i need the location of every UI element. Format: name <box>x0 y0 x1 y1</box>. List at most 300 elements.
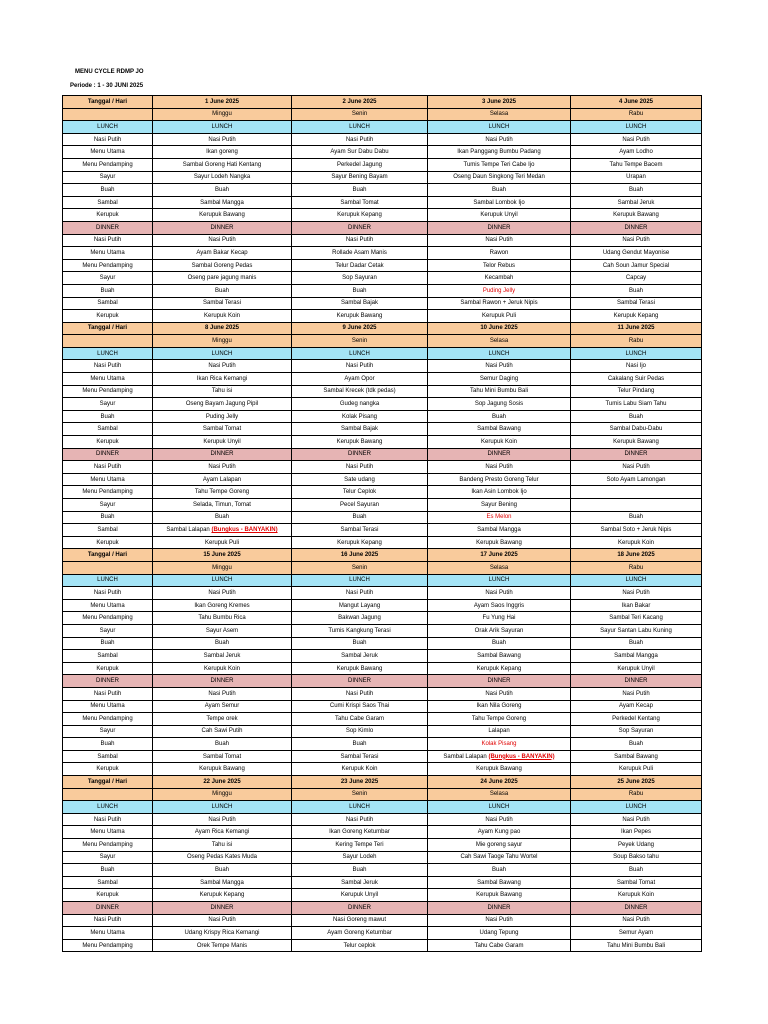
menu-cell: Tahu Cabe Garam <box>292 713 428 726</box>
day-cell: Rabu <box>571 108 702 121</box>
date-cell: 16 June 2025 <box>292 549 428 562</box>
menu-cell: Kerupuk Bawang <box>292 310 428 323</box>
lunch-header-row <box>63 574 702 587</box>
menu-row <box>63 310 702 323</box>
day-row <box>63 108 702 121</box>
day-cell: Minggu <box>153 108 292 121</box>
menu-cell: Es Melon <box>428 511 571 524</box>
date-cell: 10 June 2025 <box>428 322 571 335</box>
menu-cell: Nasi Putih <box>571 461 702 474</box>
menu-cell: Bandeng Presto Goreng Telur <box>428 473 571 486</box>
meal-label-dinner: DINNER <box>63 675 153 688</box>
menu-cell: Nasi Putih <box>292 587 428 600</box>
row-label: Menu Utama <box>63 473 153 486</box>
row-label: Menu Pendamping <box>63 486 153 499</box>
menu-cell: Kerupuk Bawang <box>153 763 292 776</box>
menu-cell: Nasi Putih <box>153 687 292 700</box>
menu-cell: Fu Yung Hai <box>428 612 571 625</box>
row-label: Buah <box>63 511 153 524</box>
menu-row <box>63 536 702 549</box>
menu-cell: Nasi Putih <box>428 813 571 826</box>
menu-cell: Orek Tempe Manis <box>153 939 292 952</box>
row-label: Buah <box>63 637 153 650</box>
menu-cell: Nasi Putih <box>292 687 428 700</box>
meal-header-cell: DINNER <box>428 221 571 234</box>
menu-cell: Cah Soun Jamur Special <box>571 259 702 272</box>
menu-cell: Kerupuk Bawang <box>428 536 571 549</box>
row-label: Menu Utama <box>63 927 153 940</box>
menu-row <box>63 939 702 952</box>
meal-header-cell: DINNER <box>571 675 702 688</box>
menu-cell: Buah <box>153 738 292 751</box>
day-row <box>63 335 702 348</box>
date-row <box>63 96 702 109</box>
menu-cell: Buah <box>153 637 292 650</box>
date-cell: 2 June 2025 <box>292 96 428 109</box>
period-label: Periode : 1 - 30 JUNI 2025 <box>70 83 144 89</box>
menu-row <box>63 158 702 171</box>
menu-cell: Buah <box>571 511 702 524</box>
menu-cell: Ayam Lodho <box>571 146 702 159</box>
menu-cell: Nasi Putih <box>292 360 428 373</box>
menu-cell: Sop Jagung Sosis <box>428 398 571 411</box>
menu-cell: Kolak Pisang <box>428 738 571 751</box>
menu-row <box>63 738 702 751</box>
menu-cell: Ikan Panggang Bumbu Padang <box>428 146 571 159</box>
meal-header-cell: LUNCH <box>571 574 702 587</box>
menu-row <box>63 624 702 637</box>
row-label: Sambal <box>63 650 153 663</box>
menu-row <box>63 687 702 700</box>
row-label: Menu Pendamping <box>63 158 153 171</box>
menu-row <box>63 813 702 826</box>
menu-cell: Buah <box>153 511 292 524</box>
menu-cell: Semur Daging <box>428 373 571 386</box>
day-row <box>63 788 702 801</box>
day-cell: Selasa <box>428 108 571 121</box>
menu-cell: Sambal Goreng Hati Kentang <box>153 158 292 171</box>
day-cell: Rabu <box>571 335 702 348</box>
menu-cell: Udang Gendut Mayonise <box>571 247 702 260</box>
row-label: Sambal <box>63 196 153 209</box>
bungkus-note: (Bungkus - BANYAKIN) <box>488 753 555 760</box>
row-label: Buah <box>63 864 153 877</box>
meal-header-cell: LUNCH <box>571 121 702 134</box>
menu-cell: Kerupuk Unyil <box>571 662 702 675</box>
menu-cell: Telur Ceplok <box>292 486 428 499</box>
menu-cell: Cah Sawi Putih <box>153 725 292 738</box>
menu-cell: Sambal Krecek (tdk pedas) <box>292 385 428 398</box>
menu-cell: Sambal Bawang <box>428 650 571 663</box>
menu-cell: Buah <box>571 738 702 751</box>
day-cell: Rabu <box>571 788 702 801</box>
menu-cell: Nasi Putih <box>428 461 571 474</box>
menu-cell: Sambal Jeruk <box>153 650 292 663</box>
row-label: Menu Utama <box>63 599 153 612</box>
row-label: Kerupuk <box>63 763 153 776</box>
menu-cell: Soup Bakso tahu <box>571 851 702 864</box>
menu-row <box>63 473 702 486</box>
menu-cell: Sambal Lombok Ijo <box>428 196 571 209</box>
row-label: Buah <box>63 284 153 297</box>
menu-cell: Sambal Terasi <box>153 297 292 310</box>
menu-cell: Sambal Soto + Jeruk Nipis <box>571 524 702 537</box>
meal-header-cell: LUNCH <box>153 347 292 360</box>
menu-table <box>62 95 702 952</box>
menu-cell: Kerupuk Kepang <box>571 310 702 323</box>
menu-cell: Oseng pare jagung manis <box>153 272 292 285</box>
menu-cell: Sop Kimlo <box>292 725 428 738</box>
row-label: Menu Pendamping <box>63 939 153 952</box>
menu-row <box>63 499 702 512</box>
menu-cell: Buah <box>153 864 292 877</box>
menu-cell: Ayam Sur Dabu Dabu <box>292 146 428 159</box>
row-label: Kerupuk <box>63 436 153 449</box>
menu-cell: Capcay <box>571 272 702 285</box>
row-label: Sayur <box>63 171 153 184</box>
menu-row <box>63 650 702 663</box>
menu-cell: Kering Tempe Teri <box>292 839 428 852</box>
dinner-header-row <box>63 902 702 915</box>
menu-cell: Buah <box>292 637 428 650</box>
menu-cell <box>428 750 571 763</box>
menu-cell: Pecel Sayuran <box>292 499 428 512</box>
row-label: Buah <box>63 410 153 423</box>
menu-cell: Kerupuk Bawang <box>571 436 702 449</box>
menu-row <box>63 763 702 776</box>
menu-cell <box>571 486 702 499</box>
menu-cell: Nasi Goreng mawut <box>292 914 428 927</box>
menu-cell: Kerupuk Bawang <box>428 889 571 902</box>
menu-cell: Ayam Opor <box>292 373 428 386</box>
row-label: Nasi Putih <box>63 687 153 700</box>
menu-row <box>63 398 702 411</box>
menu-cell: Nasi Putih <box>571 234 702 247</box>
menu-cell: Telur ceplok <box>292 939 428 952</box>
menu-cell: Cakalang Suir Pedas <box>571 373 702 386</box>
menu-cell: Telor Rebus <box>428 259 571 272</box>
menu-row <box>63 511 702 524</box>
menu-cell: Sambal Bajak <box>292 297 428 310</box>
row-label: Buah <box>63 738 153 751</box>
row-label: Nasi Putih <box>63 914 153 927</box>
menu-cell: Buah <box>292 284 428 297</box>
document-title: MENU CYCLE RDMP JO <box>75 69 144 75</box>
menu-cell: Nasi Putih <box>153 587 292 600</box>
menu-cell: Kerupuk Koin <box>571 889 702 902</box>
menu-cell: Buah <box>292 738 428 751</box>
menu-cell: Sambal Rawon + Jeruk Nipis <box>428 297 571 310</box>
menu-row <box>63 385 702 398</box>
menu-cell: Sayur Bening <box>428 499 571 512</box>
row-label: Menu Utama <box>63 247 153 260</box>
menu-row <box>63 171 702 184</box>
meal-header-cell: LUNCH <box>292 121 428 134</box>
menu-cell: Buah <box>571 184 702 197</box>
menu-cell: Ikan Nila Goreng <box>428 700 571 713</box>
meal-header-cell: LUNCH <box>571 801 702 814</box>
menu-cell: Kerupuk Kepang <box>292 209 428 222</box>
menu-cell: Buah <box>571 637 702 650</box>
menu-cell: Buah <box>428 410 571 423</box>
day-cell: Rabu <box>571 561 702 574</box>
meal-header-cell: DINNER <box>571 221 702 234</box>
meal-label-dinner: DINNER <box>63 448 153 461</box>
menu-cell: Mangut Layang <box>292 599 428 612</box>
menu-cell: Sambal Goreng Pedas <box>153 259 292 272</box>
menu-row <box>63 700 702 713</box>
menu-cell: Nasi Putih <box>292 461 428 474</box>
menu-row <box>63 272 702 285</box>
menu-row <box>63 927 702 940</box>
menu-row <box>63 461 702 474</box>
day-cell: Senin <box>292 561 428 574</box>
meal-label-lunch: LUNCH <box>63 801 153 814</box>
meal-header-cell: DINNER <box>428 675 571 688</box>
row-label-empty <box>63 108 153 121</box>
meal-header-cell: DINNER <box>153 221 292 234</box>
menu-cell: Sambal Tomat <box>571 876 702 889</box>
menu-cell: Lalapan <box>428 725 571 738</box>
meal-header-cell: LUNCH <box>153 574 292 587</box>
menu-row <box>63 297 702 310</box>
date-cell: 22 June 2025 <box>153 776 292 789</box>
menu-cell: Tahu Cabe Garam <box>428 939 571 952</box>
row-label: Sayur <box>63 851 153 864</box>
row-label: Nasi Putih <box>63 461 153 474</box>
menu-cell: Udang Krispy Rica Kemangi <box>153 927 292 940</box>
menu-row <box>63 851 702 864</box>
menu-cell: Sayur Lodeh Nangka <box>153 171 292 184</box>
menu-cell: Kerupuk Puli <box>571 763 702 776</box>
meal-header-cell: DINNER <box>571 902 702 915</box>
row-label: Nasi Putih <box>63 587 153 600</box>
menu-row <box>63 599 702 612</box>
menu-cell: Ikan Pepes <box>571 826 702 839</box>
menu-cell: Tahu Tempe Bacem <box>571 158 702 171</box>
menu-cell: Ikan Asin Lombok Ijo <box>428 486 571 499</box>
menu-cell: Tahu isi <box>153 839 292 852</box>
menu-cell: Sambal Dabu-Dabu <box>571 423 702 436</box>
menu-cell: Buah <box>571 864 702 877</box>
menu-cell: Kerupuk Bawang <box>571 209 702 222</box>
menu-cell: Sambal Mangga <box>153 196 292 209</box>
date-cell: 24 June 2025 <box>428 776 571 789</box>
menu-cell: Kerupuk Unyil <box>153 436 292 449</box>
meal-label-dinner: DINNER <box>63 902 153 915</box>
menu-cell: Tahu Tempe Goreng <box>153 486 292 499</box>
row-label: Sambal <box>63 524 153 537</box>
row-label: Sayur <box>63 725 153 738</box>
menu-row <box>63 486 702 499</box>
menu-cell: Buah <box>571 284 702 297</box>
day-cell: Selasa <box>428 561 571 574</box>
menu-cell: Ayam Kung pao <box>428 826 571 839</box>
row-label: Sambal <box>63 750 153 763</box>
menu-cell: Buah <box>292 184 428 197</box>
menu-cell: Kerupuk Koin <box>153 662 292 675</box>
menu-cell: Sambal Teri Kacang <box>571 612 702 625</box>
meal-header-cell: LUNCH <box>428 574 571 587</box>
menu-row <box>63 436 702 449</box>
menu-cell: Buah <box>571 410 702 423</box>
date-cell: 8 June 2025 <box>153 322 292 335</box>
menu-row <box>63 637 702 650</box>
menu-cell: Ayam Bakar Kecap <box>153 247 292 260</box>
day-cell: Minggu <box>153 335 292 348</box>
menu-row <box>63 209 702 222</box>
menu-cell: Sambal Jeruk <box>571 196 702 209</box>
menu-cell: Nasi Putih <box>292 813 428 826</box>
meal-header-cell: LUNCH <box>571 347 702 360</box>
date-cell: 3 June 2025 <box>428 96 571 109</box>
menu-row <box>63 662 702 675</box>
date-cell: 9 June 2025 <box>292 322 428 335</box>
menu-cell: Kolak Pisang <box>292 410 428 423</box>
menu-cell: Nasi Putih <box>153 813 292 826</box>
menu-cell: Sambal Tomat <box>153 750 292 763</box>
menu-row <box>63 876 702 889</box>
menu-cell: Kerupuk Koin <box>571 536 702 549</box>
menu-row <box>63 889 702 902</box>
menu-row <box>63 410 702 423</box>
menu-row <box>63 196 702 209</box>
menu-cell <box>571 499 702 512</box>
day-cell: Senin <box>292 108 428 121</box>
menu-cell: Kerupuk Bawang <box>428 763 571 776</box>
meal-header-cell: DINNER <box>292 675 428 688</box>
menu-cell: Sambal Terasi <box>571 297 702 310</box>
menu-row <box>63 146 702 159</box>
menu-cell: Nasi Putih <box>153 360 292 373</box>
dinner-header-row <box>63 221 702 234</box>
date-row <box>63 549 702 562</box>
menu-cell: Kerupuk Kepang <box>428 662 571 675</box>
meal-label-lunch: LUNCH <box>63 347 153 360</box>
row-label: Menu Pendamping <box>63 259 153 272</box>
row-label: Menu Pendamping <box>63 839 153 852</box>
menu-cell: Buah <box>428 184 571 197</box>
date-cell: 1 June 2025 <box>153 96 292 109</box>
menu-cell: Kecambah <box>428 272 571 285</box>
date-cell: 23 June 2025 <box>292 776 428 789</box>
menu-cell: Oseng Bayam Jagung Pipil <box>153 398 292 411</box>
row-label: Sambal <box>63 876 153 889</box>
lunch-header-row <box>63 801 702 814</box>
menu-cell: Kerupuk Unyil <box>428 209 571 222</box>
menu-row <box>63 524 702 537</box>
menu-cell: Sambal Bajak <box>292 423 428 436</box>
row-label: Sambal <box>63 297 153 310</box>
menu-cell: Nasi Ijo <box>571 360 702 373</box>
row-label: Nasi Putih <box>63 813 153 826</box>
meal-header-cell: DINNER <box>292 902 428 915</box>
menu-cell: Telur Pindang <box>571 385 702 398</box>
row-label: Sambal <box>63 423 153 436</box>
menu-cell: Buah <box>292 511 428 524</box>
day-cell: Senin <box>292 335 428 348</box>
meal-header-cell: DINNER <box>153 448 292 461</box>
meal-header-cell: LUNCH <box>292 574 428 587</box>
meal-header-cell: LUNCH <box>153 801 292 814</box>
menu-row <box>63 713 702 726</box>
menu-cell: Bakwan Jagung <box>292 612 428 625</box>
menu-row <box>63 826 702 839</box>
menu-cell: Nasi Putih <box>428 587 571 600</box>
menu-row <box>63 184 702 197</box>
menu-cell: Nasi Putih <box>571 813 702 826</box>
meal-label-lunch: LUNCH <box>63 121 153 134</box>
menu-cell: Nasi Putih <box>428 234 571 247</box>
row-label-tanggal: Tanggal / Hari <box>63 96 153 109</box>
meal-header-cell: LUNCH <box>292 801 428 814</box>
date-cell: 11 June 2025 <box>571 322 702 335</box>
menu-cell: Peyek Udang <box>571 839 702 852</box>
menu-row <box>63 247 702 260</box>
menu-cell: Ayam Lalapan <box>153 473 292 486</box>
menu-row <box>63 234 702 247</box>
row-label: Kerupuk <box>63 536 153 549</box>
menu-cell: Buah <box>153 184 292 197</box>
row-label: Menu Utama <box>63 146 153 159</box>
menu-cell: Sambal Mangga <box>571 650 702 663</box>
menu-cell: Tahu Bumbu Rica <box>153 612 292 625</box>
menu-cell: Sambal Bawang <box>428 423 571 436</box>
row-label: Nasi Putih <box>63 234 153 247</box>
menu-cell: Sop Sayuran <box>571 725 702 738</box>
menu-cell: Sayur Bening Bayam <box>292 171 428 184</box>
menu-cell: Kerupuk Kepang <box>292 536 428 549</box>
menu-cell: Kerupuk Koin <box>292 763 428 776</box>
menu-row <box>63 864 702 877</box>
menu-cell: Sambal Mangga <box>153 876 292 889</box>
row-label: Sayur <box>63 499 153 512</box>
menu-cell: Nasi Putih <box>571 587 702 600</box>
menu-row <box>63 612 702 625</box>
meal-header-cell: LUNCH <box>428 121 571 134</box>
menu-cell: Kerupuk Koin <box>428 436 571 449</box>
menu-cell: Tumis Tempe Teri Cabe Ijo <box>428 158 571 171</box>
menu-cell: Mie goreng sayur <box>428 839 571 852</box>
menu-cell: Sambal Tomat <box>153 423 292 436</box>
row-label: Menu Utama <box>63 373 153 386</box>
menu-cell: Urapan <box>571 171 702 184</box>
menu-cell: Ikan Bakar <box>571 599 702 612</box>
menu-cell: Gudeg nangka <box>292 398 428 411</box>
menu-cell: Rawon <box>428 247 571 260</box>
day-cell: Minggu <box>153 788 292 801</box>
dinner-header-row <box>63 675 702 688</box>
menu-cell: Nasi Putih <box>571 914 702 927</box>
menu-cell: Telur Dadar Cetak <box>292 259 428 272</box>
menu-cell: Tumis Kangkung Terasi <box>292 624 428 637</box>
row-label: Menu Utama <box>63 700 153 713</box>
row-label-tanggal: Tanggal / Hari <box>63 776 153 789</box>
menu-cell: Nasi Putih <box>153 461 292 474</box>
menu-cell: Nasi Putih <box>571 687 702 700</box>
menu-cell: Perkedel Kentang <box>571 713 702 726</box>
menu-cell: Nasi Putih <box>571 133 702 146</box>
day-cell: Senin <box>292 788 428 801</box>
menu-cell: Kerupuk Koin <box>153 310 292 323</box>
meal-header-cell: DINNER <box>292 221 428 234</box>
meal-header-cell: DINNER <box>153 902 292 915</box>
menu-cell: Nasi Putih <box>153 914 292 927</box>
meal-header-cell: LUNCH <box>292 347 428 360</box>
date-row <box>63 322 702 335</box>
meal-header-cell: LUNCH <box>428 347 571 360</box>
meal-label-dinner: DINNER <box>63 221 153 234</box>
